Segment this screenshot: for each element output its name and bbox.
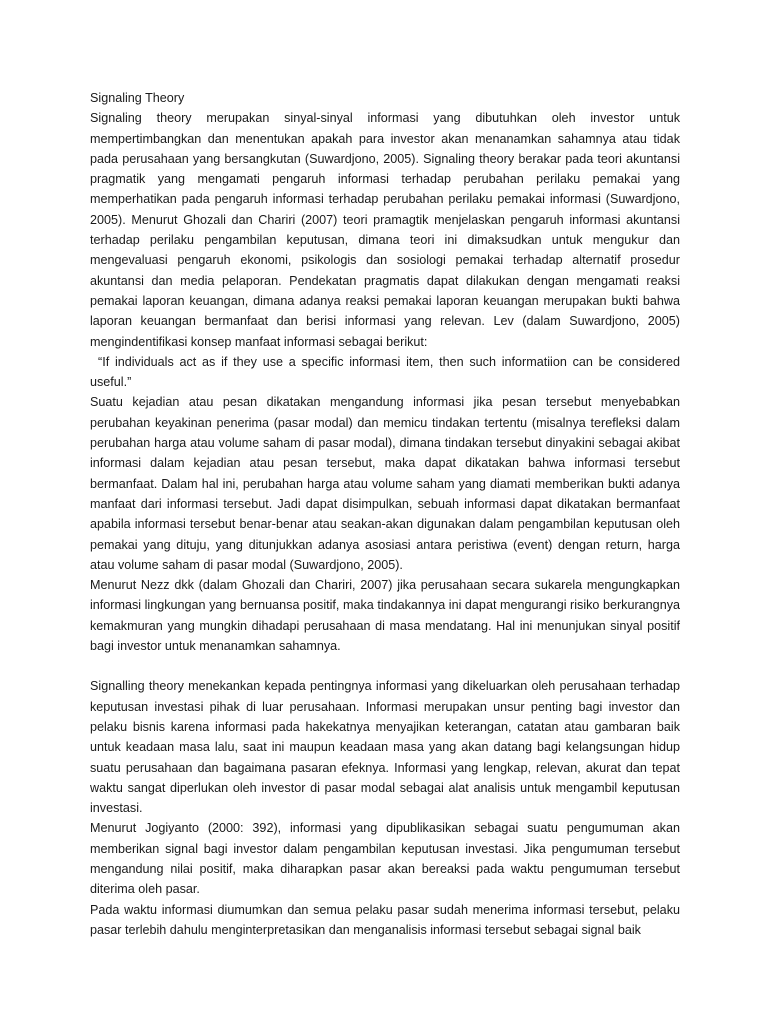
paragraph-signalling-emphasis: Signalling theory menekankan kepada pentingnya informasi yang dikeluarkan oleh perusahaan terhadap keputusan investasi pihak di luar perusahaan. Informasi merupakan unsur penting bagi investor dan pelaku bisnis karena informasi pada hakekatnya menyajikan keterangan, catatan atau gambaran baik untuk keadaan masa lalu, saat ini maupun keadaan masa yang akan datang bagi kelangsungan hidup suatu perusahaan dan bagaimana pasaran efeknya. Informasi yang lengkap, relevan, akurat dan tepat waktu sangat diperlukan oleh investor di pasar modal sebagai alat analisis untuk mengambil keputusan investasi. [90, 679, 680, 816]
paragraph-market-reaction: Pada waktu informasi diumumkan dan semua pelaku pasar sudah menerima informasi tersebut, pelaku pasar terlebih dahulu menginterpretasikan dan menganalisis informasi tersebut sebagai signal baik [90, 902, 680, 937]
paragraph-gap [90, 656, 680, 676]
paragraph-signaling-definition: Signaling theory merupakan sinyal-sinyal informasi yang dibutuhkan oleh investor untuk mempertimbangkan dan menentukan apakah para investor akan menanamkan sahamnya atau tidak pada perusahaan yang bersangkutan (Suwardjono, 2005). Signaling theory berakar pada teori akuntansi pragmatik yang mengamati pengaruh informasi terhadap perubahan perilaku pemakai yang memperhatikan pada pengaruh informasi terhadap perubahan perilaku pemakai informasi (Suwardjono, 2005). Menurut Ghozali dan Chariri (2007) teori pramagtik menjelaskan pengaruh informasi akuntansi terhadap perilaku pengambilan keputusan, dimana teori ini dimaksudkan untuk mengukur dan mengevaluasi pengaruh ekonomi, psikologis dan sosiologi pemakai terhadap alternatif prosedur akuntansi dan media pelaporan. Pendekatan pragmatis dapat dilakukan dengan mengamati reaksi pemakai laporan keuangan, dimana adanya reaksi pemakai laporan keuangan merupakan bukti bahwa laporan keuangan bermanfaat dan berisi informasi yang relevan. Lev (dalam Suwardjono, 2005) mengindentifikasi konsep manfaat informasi sebagai berikut: [90, 111, 680, 349]
document-title: Signaling Theory [90, 91, 185, 105]
paragraph-jogiyanto: Menurut Jogiyanto (2000: 392), informasi yang dipublikasikan sebagai suatu pengumuman akan memberikan signal bagi investor dalam pengambilan keputusan investasi. Jika pengumuman tersebut mengandung nilai positif, maka diharapkan pasar akan bereaksi pada waktu pengumuman tersebut diterima oleh pasar. [90, 821, 680, 897]
document-page [90, 88, 680, 940]
quote-lev: “If individuals act as if they use a specific informasi item, then such informatiion can be considered useful.” [90, 354, 680, 390]
paragraph-information-content: Suatu kejadian atau pesan dikatakan mengandung informasi jika pesan tersebut menyebabkan perubahan keyakinan penerima (pasar modal) dan memicu tindakan tertentu (misalnya terefleksi dalam perubahan harga atau volume saham di pasar modal), dimana tindakan tersebut dinyakini sebagai akibat informasi dalam kejadian atau pesan tersebut, maka dapat dikatakan bahwa informasi tersebut bermanfaat. Dalam hal ini, perubahan harga atau volume saham yang diamati memberikan bukti adanya manfaat dari informasi tersebut. Jadi dapat disimpulkan, sebuah informasi dapat dikatakan bermanfaat apabila informasi tersebut benar-benar atau seakan-akan digunakan dalam pengambilan keputusan oleh pemakai yang dituju, yang ditunjukkan adanya asosiasi antara peristiwa (event) dengan return, harga atau volume saham di pasar modal (Suwardjono, 2005). [90, 395, 680, 572]
paragraph-nezz: Menurut Nezz dkk (dalam Ghozali dan Chariri, 2007) jika perusahaan secara sukarela mengungkapkan informasi lingkungan yang bernuansa positif, maka tindakannya ini dapat mengurangi risiko berkurangnya kemakmuran yang mungkin dihadapi perusahaan di masa mendatang. Hal ini menunjukan sinyal positif bagi investor untuk menanamkan sahamnya. [90, 578, 680, 654]
